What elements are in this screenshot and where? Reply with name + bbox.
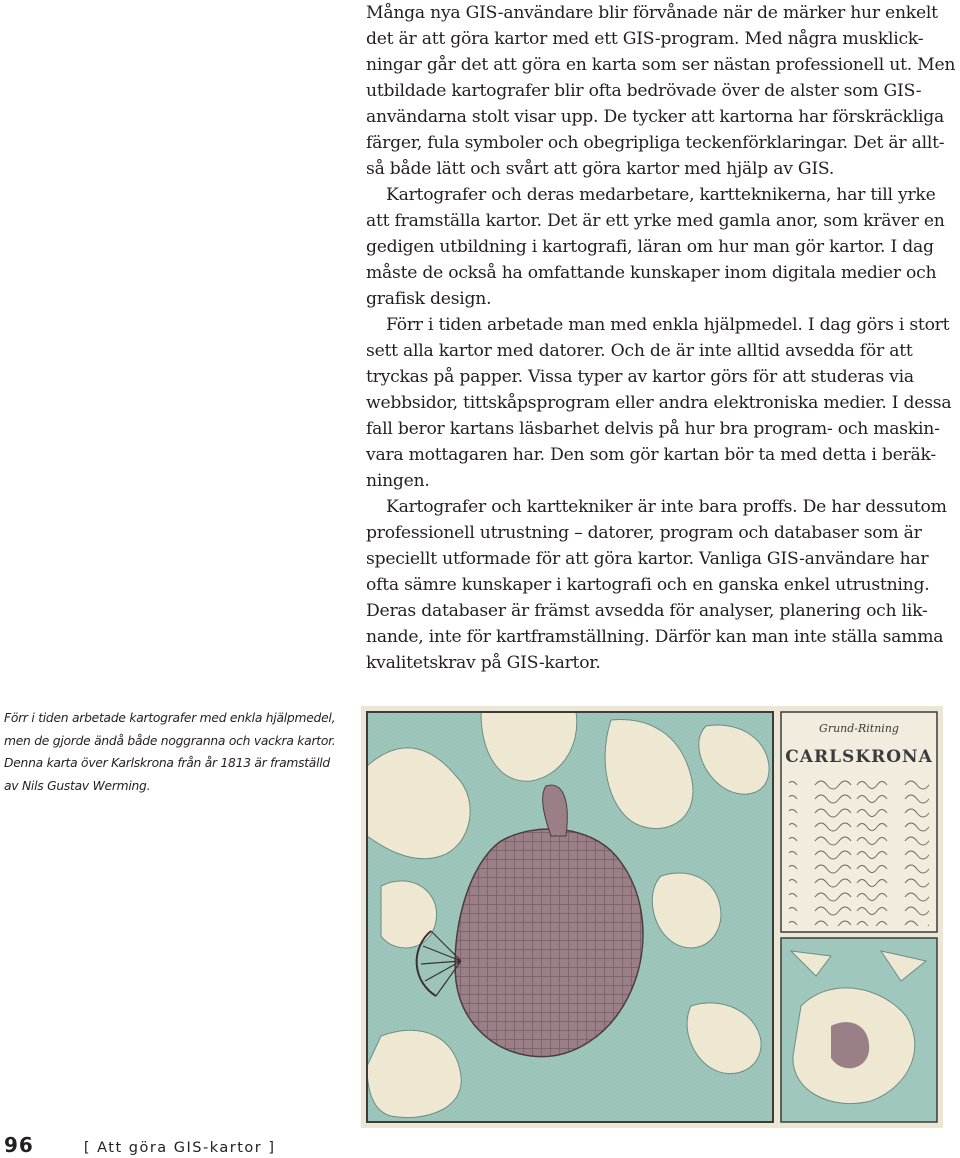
body-text bbox=[366, 0, 958, 676]
map-illustration bbox=[361, 706, 943, 1128]
paragraph-1: Många nya GIS-användare blir förvånade när de märker hur enkelt det är att göra kartor med ett GIS-program. Med några musklick-ningar går det att göra en karta som ser nästan professionell ut. Men utbildade kartografer blir ofta bedrövade över de alster som GIS-användarna stolt visar upp. De tycker att kartorna har förskräckliga färger, fula symboler och obegripliga teckenförklaringar. Det är allt-så både lätt och svårt att göra kartor med hjälp av GIS. bbox=[366, 3, 956, 179]
caption-line: av Nils Gustav Werming. bbox=[4, 778, 151, 793]
paragraph-2: Kartografer och deras medarbetare, kartteknikerna, har till yrke att framställa kartor. Det är ett yrke med gamla anor, som kräver en gedigen utbildning i kartografi, läran om hur man gör kartor. I dag måste de också ha omfattande kunskaper inom digitala medier och grafisk design. bbox=[366, 185, 945, 309]
cartouche-title: CARLSKRONA bbox=[785, 747, 933, 767]
cartouche-line1: Grund-Ritning bbox=[819, 722, 899, 735]
figure-caption bbox=[4, 707, 344, 797]
historic-map-karlskrona bbox=[361, 706, 943, 1128]
caption-line: men de gjorde ändå både noggranna och vackra kartor. bbox=[4, 733, 336, 748]
legend-script bbox=[789, 776, 929, 926]
paragraph-3: Förr i tiden arbetade man med enkla hjälpmedel. I dag görs i stort sett alla kartor med datorer. Och de är inte alltid avsedda för att tryckas på papper. Vissa typer av kartor görs för att studeras via webbsidor, tittskåpsprogram eller andra elektroniska medier. I dessa fall beror kartans läsbarhet delvis på hur bra program- och maskin-vara mottagaren har. Den som gör kartan bör ta med detta i beräk-ningen. bbox=[366, 315, 952, 491]
running-head: [ Att göra GIS-kartor ] bbox=[83, 1140, 276, 1156]
paragraph-4: Kartografer och karttekniker är inte bara proffs. De har dessutom professionell utrustning – datorer, program och databaser som är speciellt utformade för att göra kartor. Vanliga GIS-användare har ofta sämre kunskaper i kartografi och en ganska enkel utrustning. Deras databaser är främst avsedda för analyser, planering och lik-nande, inte för kartframställning. Därför kan man inte ställa samma kvalitetskrav på GIS-kartor. bbox=[366, 497, 947, 673]
page-number: 96 bbox=[4, 1133, 34, 1157]
caption-line: Denna karta över Karlskrona från år 1813 är framställd bbox=[4, 756, 330, 770]
caption-line: Förr i tiden arbetade kartografer med enkla hjälpmedel, bbox=[4, 711, 336, 725]
page-footer bbox=[4, 1133, 276, 1157]
